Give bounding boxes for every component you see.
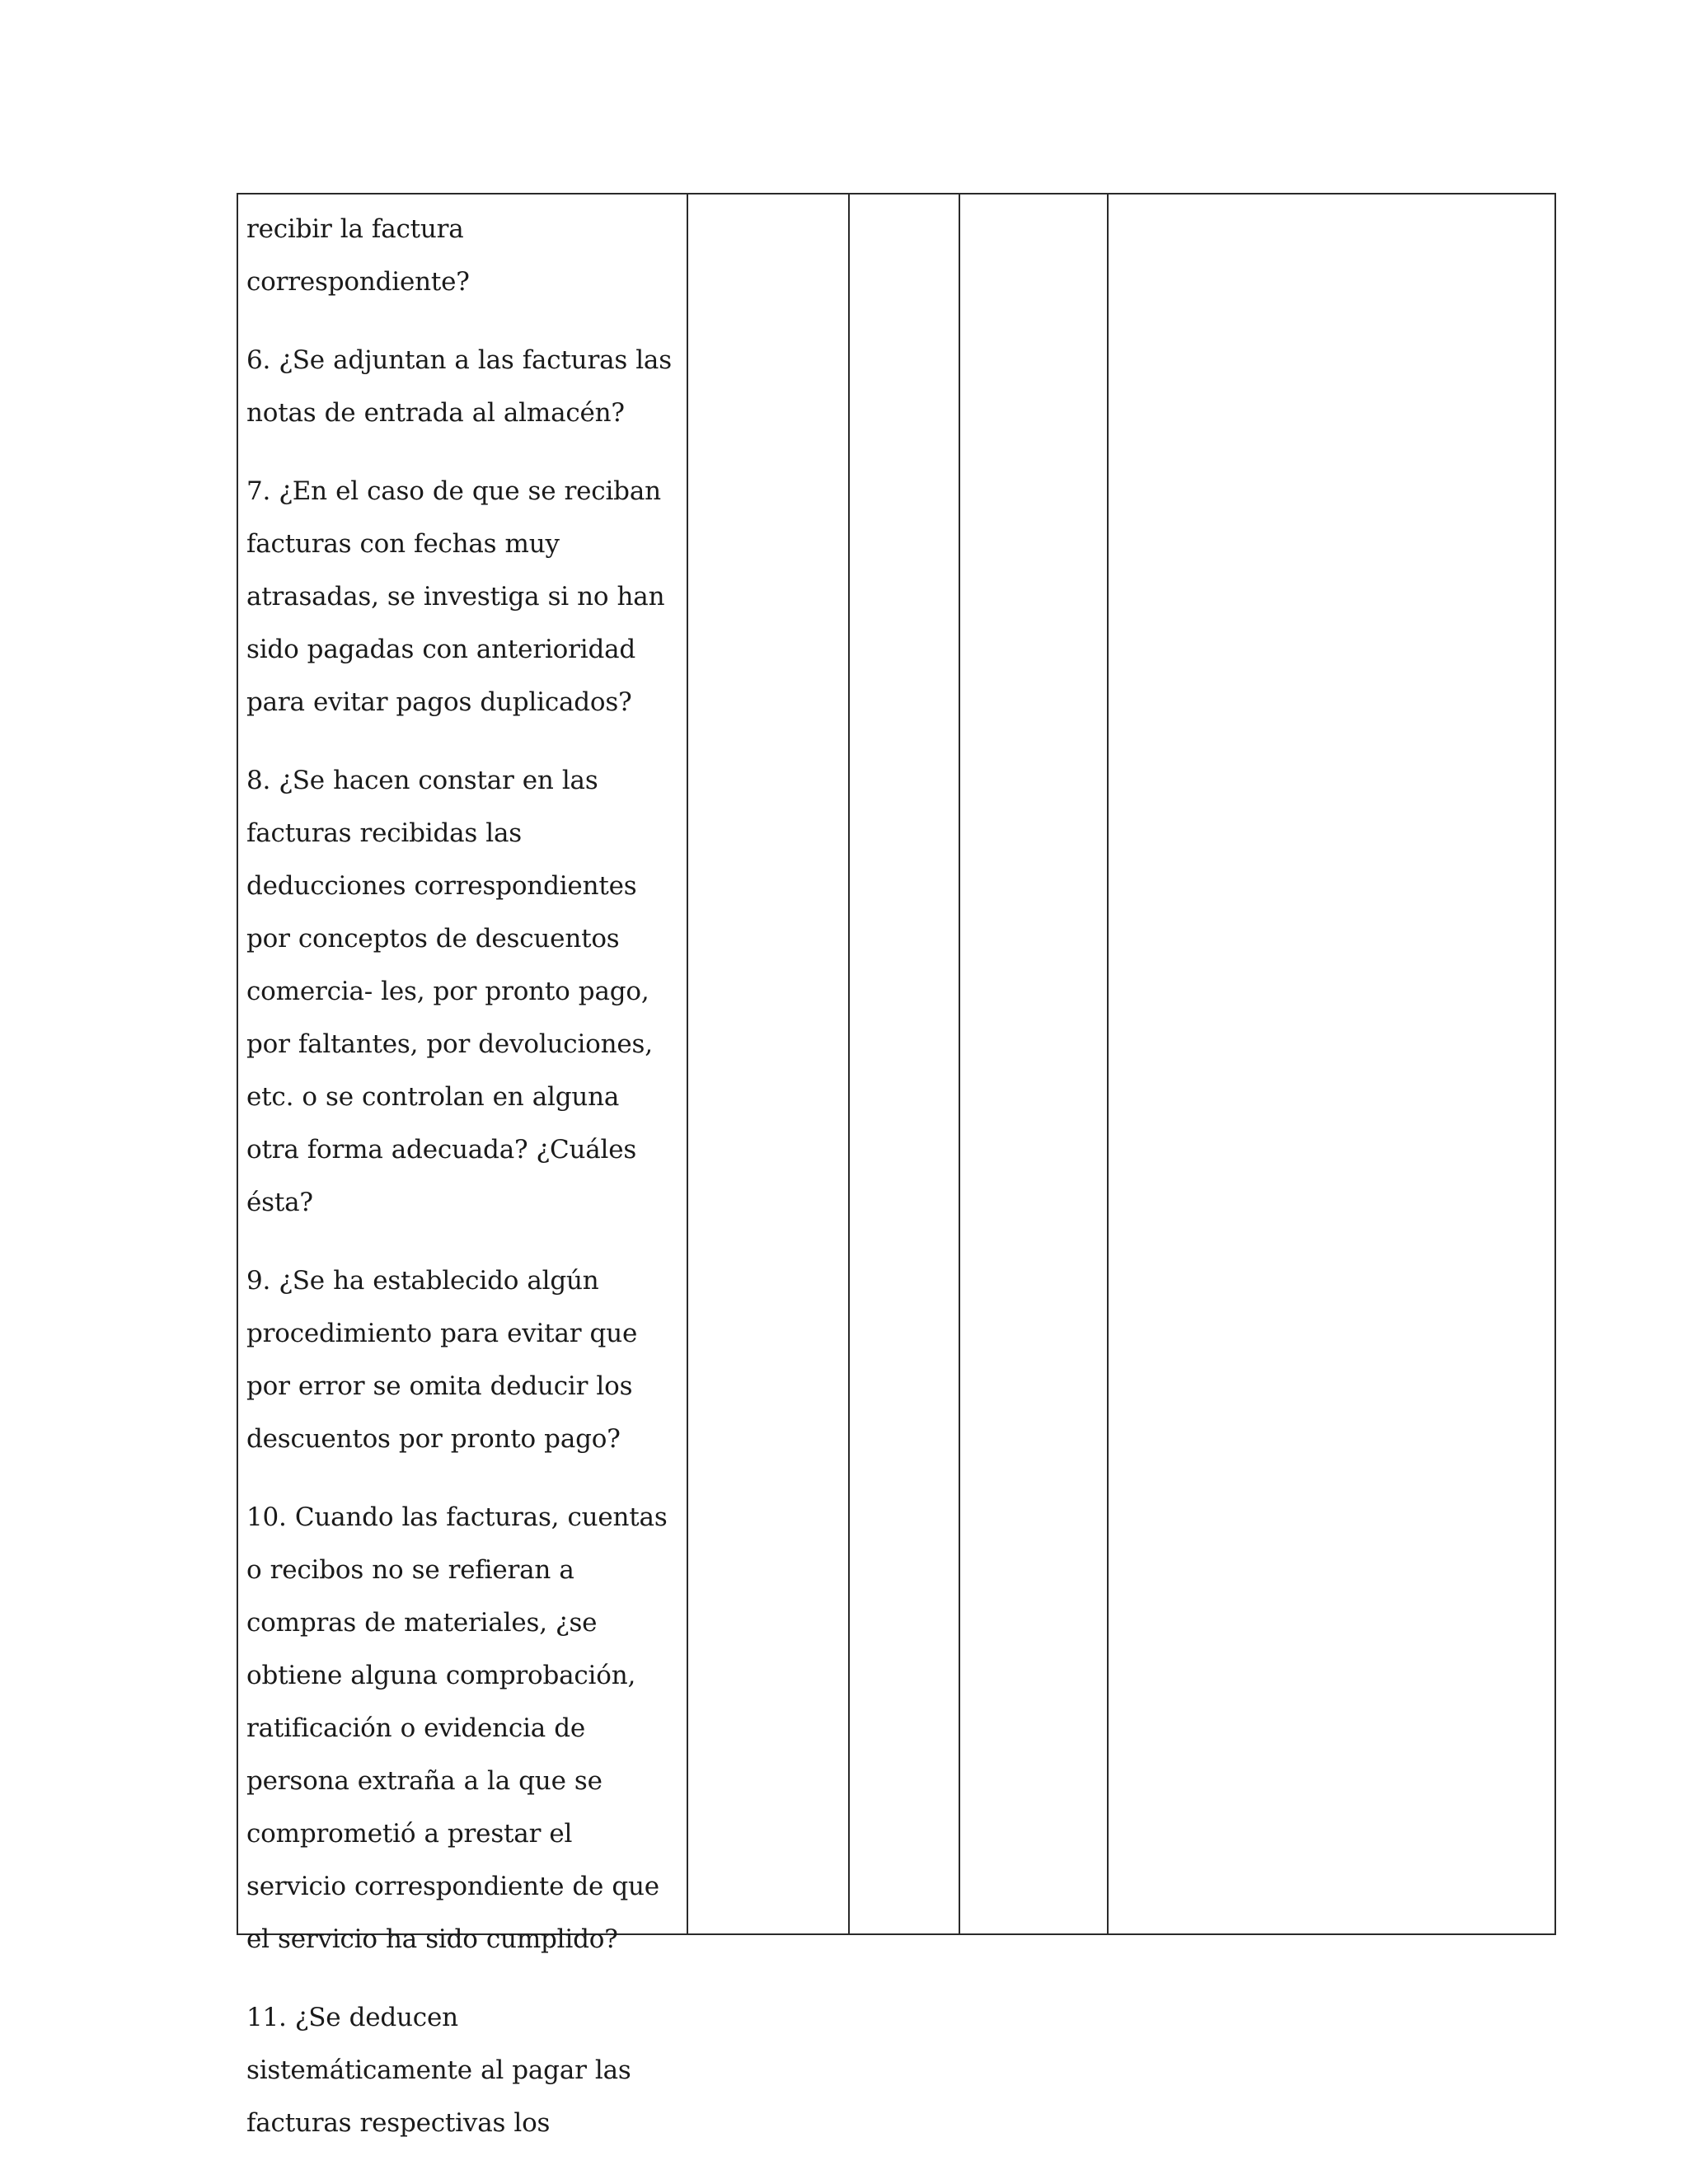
question-9: 9. ¿Se ha establecido algún procedimiento para evitar que por error se omita deducir los descuentos por pronto pago? bbox=[246, 1266, 638, 1454]
question-list bbox=[246, 194, 678, 2138]
answer-column-2-cell bbox=[849, 194, 959, 1934]
answer-column-1-cell bbox=[687, 194, 849, 1934]
question-column-cell bbox=[237, 194, 687, 2138]
table-row bbox=[237, 194, 1555, 1934]
question-7: 7. ¿En el caso de que se reciban facturas con fechas muy atrasadas, se investiga si no han sido pagadas con anterioridad para evitar pagos duplicados? bbox=[246, 476, 665, 717]
question-6: 6. ¿Se adjuntan a las facturas las notas de entrada al almacén? bbox=[246, 345, 672, 428]
observations-column-cell bbox=[1108, 194, 1555, 1934]
internal-control-questionnaire-table bbox=[237, 193, 1556, 2138]
question-11-start: 11. ¿Se deducen sistemáticamente al pagar las facturas respectivas los bbox=[246, 2003, 631, 2138]
question-5-continuation: recibir la factura correspondiente? bbox=[246, 214, 470, 297]
answer-column-3-cell bbox=[959, 194, 1108, 1934]
question-8: 8. ¿Se hacen constar en las facturas recibidas las deducciones correspondientes por conceptos de descuentos comercia- les, por pronto pago, por faltantes, por devoluciones, etc. o se controlan en alguna otra forma adecuada? ¿Cuáles ésta? bbox=[246, 766, 653, 1217]
question-10: 10. Cuando las facturas, cuentas o recibos no se refieran a compras de materiales, ¿se obtiene alguna comprobación, ratificación o evidencia de persona extraña a la que se comprometió a prestar el servicio correspondiente de que el servicio ha sido cumplido? bbox=[246, 1502, 668, 1954]
